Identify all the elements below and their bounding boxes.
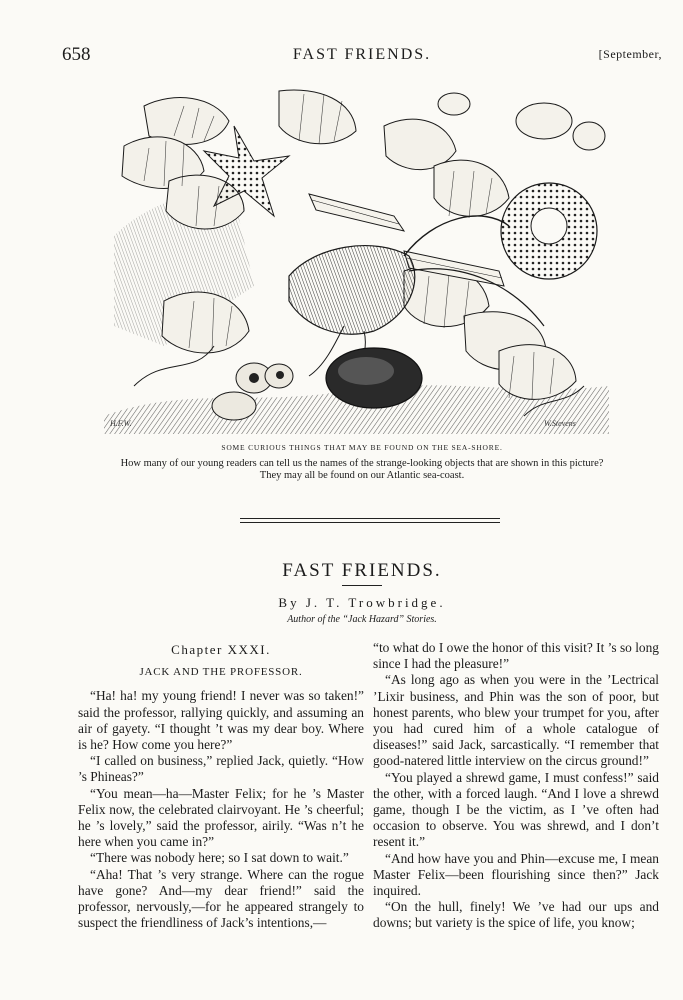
right-column [373, 640, 659, 932]
question-line-2: They may all be found on our Atlantic sea-coast. [259, 470, 465, 481]
paragraph: “On the hull, finely! We ’ve had our ups and downs; but variety is the spice of life, you know; [373, 899, 659, 931]
illustration-question [62, 458, 662, 482]
paragraph: “You mean—ha—Master Felix; for he ’s Master Felix now, the celebrated clairvoyant. He ’s cheerful; he ’s lovely,” said the professor, airily. “Was n’t he here when you came in?” [78, 785, 364, 850]
paragraph: “And how have you and Phin—excuse me, I mean Master Felix—been flourishing since then?” Jack inquired. [373, 850, 659, 899]
paragraph: “Ha! ha! my young friend! I never was so taken!” said the professor, rallying quickly, and assuming an air of gayety. “I thought ’t was my dear boy. Where is he? How come you here?” [78, 688, 364, 753]
section-divider [240, 522, 500, 523]
author-note: Author of the “Jack Hazard” Stories. [287, 614, 437, 625]
chapter-number: Chapter XXXI. [171, 642, 271, 657]
paragraph: “There was nobody here; so I sat down to wait.” [90, 850, 349, 866]
page-number: 658 [62, 44, 91, 65]
question-line-1: How many of our young readers can tell us the names of the strange-looking objects that are shown in this picture? [120, 458, 604, 469]
left-column [78, 640, 364, 931]
paragraph: “I called on business,” replied Jack, quietly. “How ’s Phineas?” [78, 753, 364, 785]
section-divider [240, 518, 500, 519]
title-rule [342, 585, 382, 586]
paragraph: “You played a shrewd game, I must confess!” said the other, with a forced laugh. “And I love a shrewd game, though I be the victim, as I ’ve often had occasion to observe. You was shrewd, and I don’t resent it.” [373, 769, 659, 850]
svg-text:H.F.W.: H.F.W. [110, 419, 132, 428]
paragraph: “As long ago as when you were in the ’Lectrical ’Lixir business, and Phin was the son of poor, but honest parents, who blew your trumpet for you, after you had cured him of a whole catalogue of diseases!” said Jack, sarcastically. “I remember that good-natered little interview on the circus ground!” [373, 672, 659, 769]
sea-shore-engraving-icon [104, 86, 609, 434]
chapter-title: JACK AND THE PROFESSOR. [139, 666, 303, 679]
running-title: FAST FRIENDS. [292, 46, 432, 63]
byline: By J. T. Trowbridge. [278, 595, 446, 610]
paragraph: “Aha! That ’s very strange. Where can the rogue have gone? And—my dear friend!” said the professor, nervously,—for he appeared strangely to suspect the friendliness of Jack’s intentions,— [78, 866, 364, 931]
running-month: [September, [598, 47, 662, 61]
running-head [62, 44, 662, 66]
svg-text:W.Stevens: W.Stevens [544, 419, 576, 428]
sea-shore-illustration [104, 86, 609, 434]
article-title: FAST FRIENDS. [282, 560, 442, 581]
illustration-caption: SOME CURIOUS THINGS THAT MAY BE FOUND ON THE SEA-SHORE. [221, 443, 503, 452]
paragraph: “to what do I owe the honor of this visit? It ’s so long since I had the pleasure!” [373, 640, 660, 672]
